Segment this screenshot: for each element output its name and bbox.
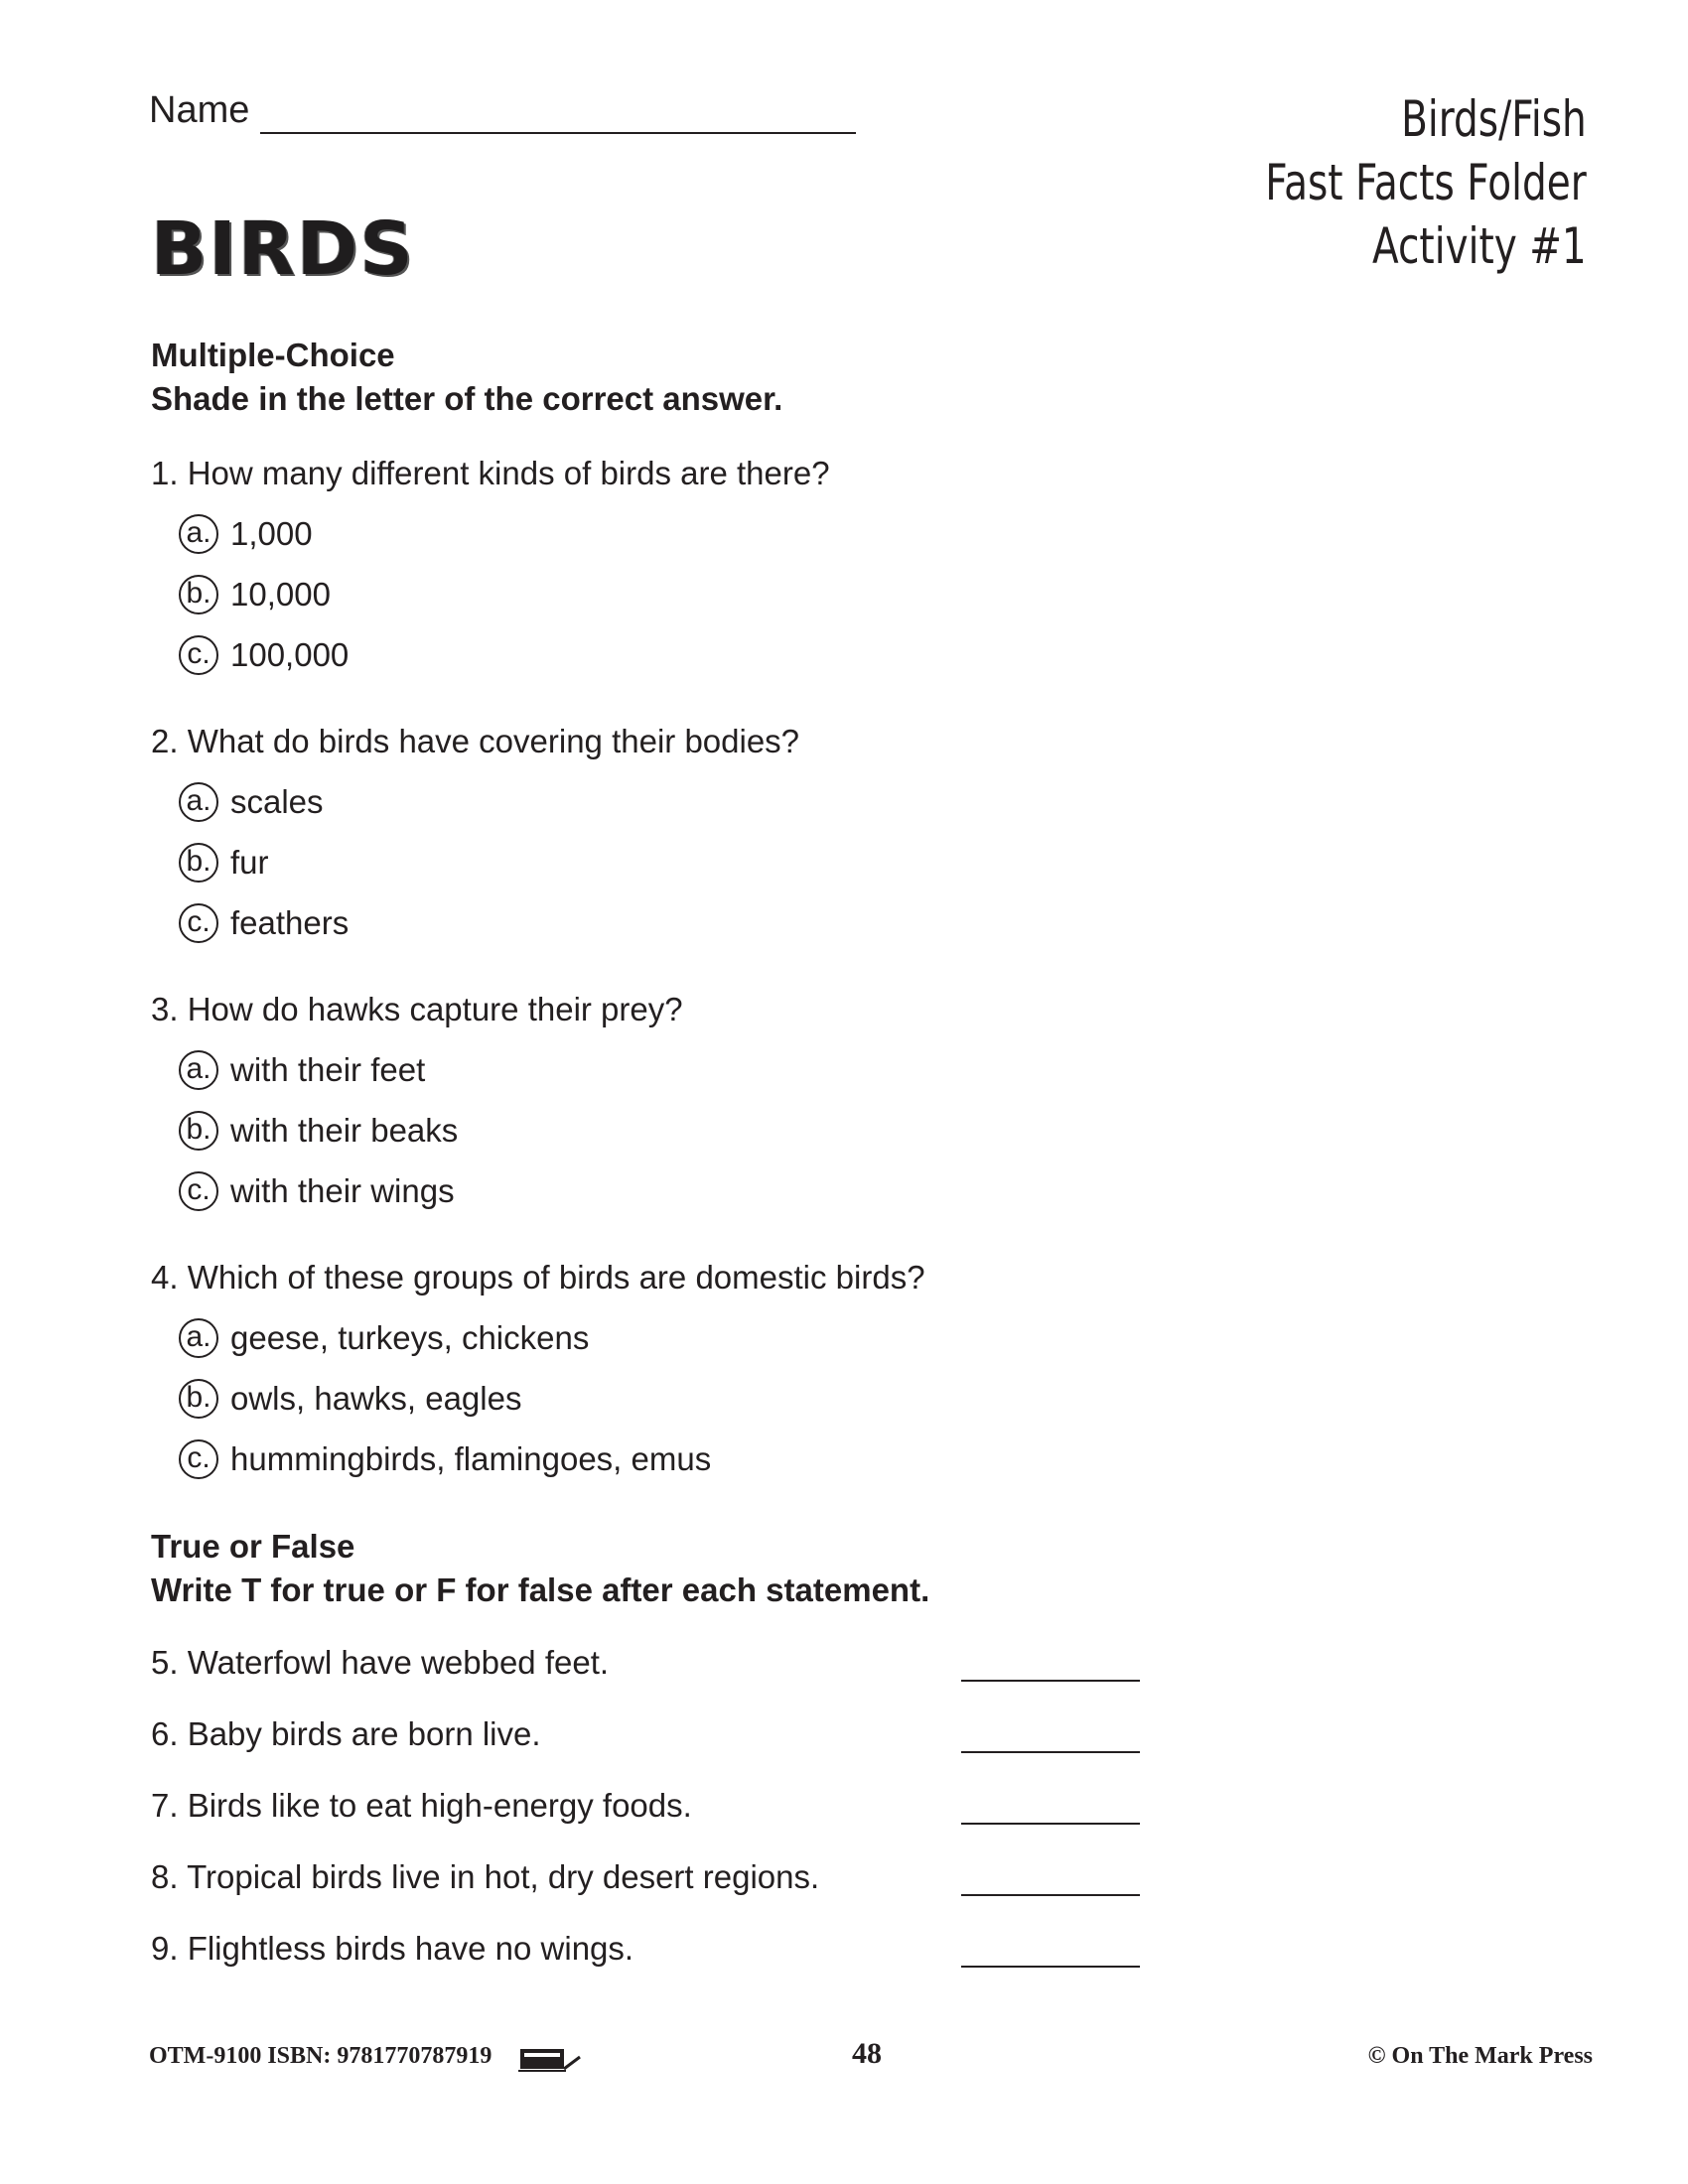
activity-heading	[1266, 87, 1587, 278]
question-2: 2. What do birds have covering their bodies?	[151, 723, 800, 759]
answer-bubble[interactable]: b.	[179, 1111, 218, 1151]
question-1: 1. How many different kinds of birds are there?	[151, 455, 830, 491]
option-1a[interactable]	[179, 512, 313, 556]
option-4a[interactable]	[179, 1316, 589, 1360]
option-text: 10,000	[230, 576, 331, 613]
option-1c[interactable]	[179, 633, 349, 677]
answer-bubble[interactable]: c.	[179, 1439, 218, 1479]
answer-bubble[interactable]: c.	[179, 903, 218, 943]
name-label: Name	[149, 89, 250, 131]
option-text: geese, turkeys, chickens	[230, 1319, 590, 1356]
option-text: with their feet	[230, 1051, 426, 1088]
option-2c[interactable]	[179, 901, 349, 945]
book-icon	[518, 2045, 584, 2080]
option-text: with their beaks	[230, 1112, 459, 1149]
option-3a[interactable]	[179, 1048, 425, 1092]
page-title-logo: BIRDS	[151, 206, 415, 292]
option-text: 100,000	[230, 636, 350, 673]
option-3b[interactable]	[179, 1109, 458, 1153]
question-4: 4. Which of these groups of birds are domestic birds?	[151, 1259, 925, 1296]
answer-line-6[interactable]	[961, 1751, 1140, 1753]
statement-8: 8. Tropical birds live in hot, dry desert regions.	[151, 1858, 820, 1895]
footer-copyright: © On The Mark Press	[1367, 2043, 1593, 2069]
option-text: feathers	[230, 904, 350, 941]
statement-7: 7. Birds like to eat high-energy foods.	[151, 1787, 692, 1824]
option-text: 1,000	[230, 515, 313, 552]
statement-6: 6. Baby birds are born live.	[151, 1715, 541, 1752]
answer-line-7[interactable]	[961, 1823, 1140, 1825]
name-write-line[interactable]	[260, 132, 856, 134]
answer-line-9[interactable]	[961, 1966, 1140, 1968]
option-2a[interactable]	[179, 780, 324, 824]
statement-5: 5. Waterfowl have webbed feet.	[151, 1644, 610, 1681]
answer-bubble[interactable]: c.	[179, 1171, 218, 1211]
answer-line-8[interactable]	[961, 1894, 1140, 1896]
answer-bubble[interactable]: c.	[179, 635, 218, 675]
answer-bubble[interactable]: b.	[179, 843, 218, 883]
option-3c[interactable]	[179, 1169, 455, 1213]
question-3: 3. How do hawks capture their prey?	[151, 991, 683, 1027]
activity-line-3: Activity #1	[1372, 217, 1587, 275]
answer-line-5[interactable]	[961, 1680, 1140, 1682]
option-4b[interactable]	[179, 1377, 521, 1421]
answer-bubble[interactable]: a.	[179, 1050, 218, 1090]
activity-line-1: Birds/Fish	[1401, 90, 1587, 148]
footer-isbn: OTM-9100 ISBN: 9781770787919	[149, 2043, 492, 2069]
answer-bubble[interactable]: b.	[179, 1379, 218, 1419]
statement-9: 9. Flightless birds have no wings.	[151, 1930, 634, 1967]
option-text: with their wings	[230, 1172, 455, 1209]
activity-line-2: Fast Facts Folder	[1265, 154, 1587, 211]
answer-bubble[interactable]: a.	[179, 514, 218, 554]
answer-bubble[interactable]: a.	[179, 1318, 218, 1358]
option-2b[interactable]	[179, 841, 269, 885]
answer-bubble[interactable]: b.	[179, 575, 218, 614]
true-false-heading: True or False	[151, 1528, 355, 1565]
true-false-instruction: Write T for true or F for false after each statement.	[151, 1571, 930, 1608]
page-number: 48	[852, 2037, 882, 2070]
option-4c[interactable]	[179, 1437, 711, 1481]
multiple-choice-instruction: Shade in the letter of the correct answer.	[151, 380, 783, 417]
answer-bubble[interactable]: a.	[179, 782, 218, 822]
option-text: fur	[230, 844, 269, 881]
option-text: scales	[230, 783, 324, 820]
multiple-choice-heading: Multiple-Choice	[151, 337, 395, 373]
option-text: hummingbirds, flamingoes, emus	[230, 1440, 712, 1477]
option-text: owls, hawks, eagles	[230, 1380, 522, 1417]
option-1b[interactable]	[179, 573, 331, 616]
